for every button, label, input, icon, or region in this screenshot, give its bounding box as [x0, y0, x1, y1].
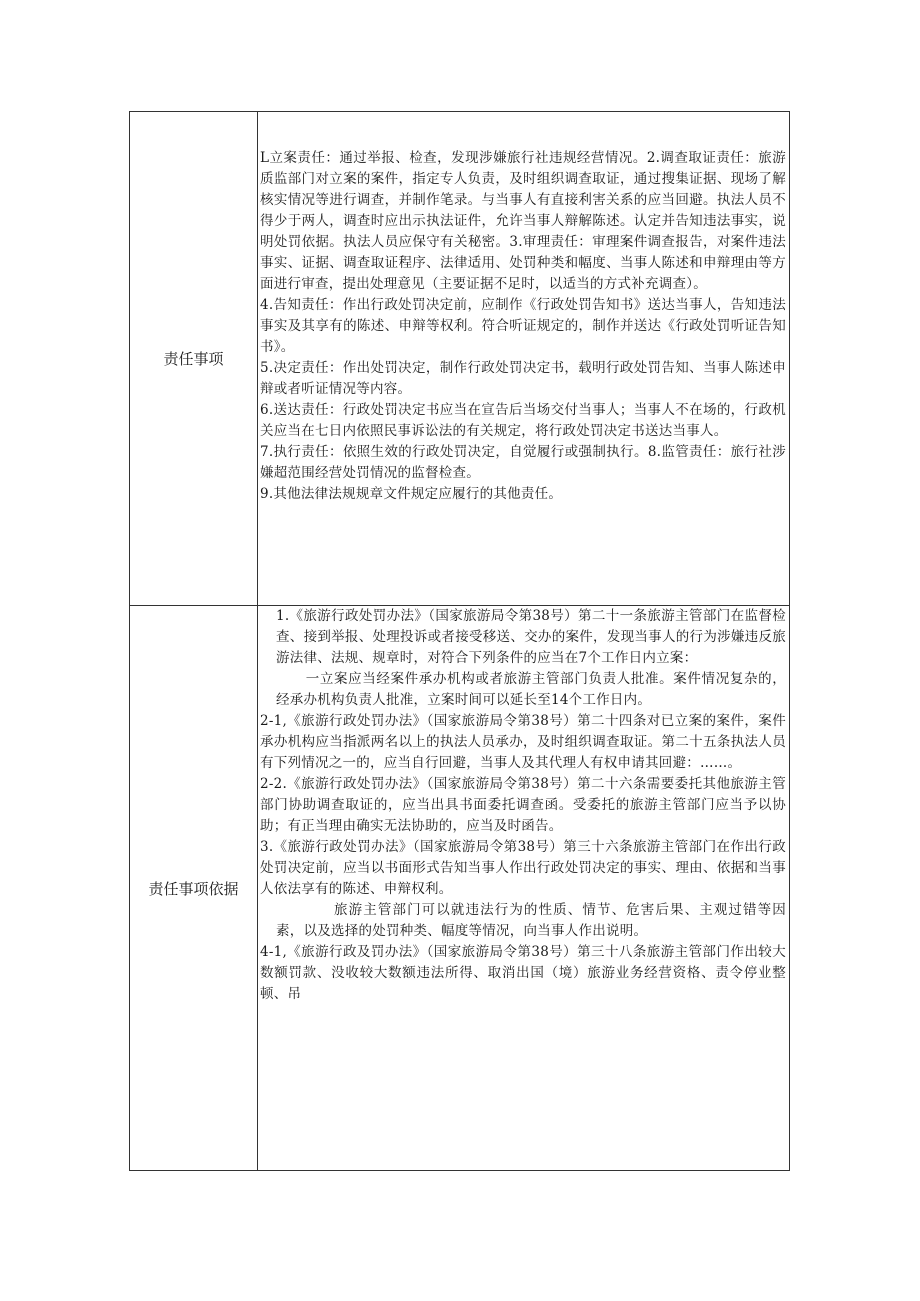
basis-paragraph: 3.《旅游行政处罚办法》（国家旅游局令第38号）第三十六条旅游主管部门在作出行政处罚决定前，应当以书面形式告知当事人作出行政处罚决定的事实、理由、依据和当事人依法享有的陈述、申辩权利。 — [260, 839, 786, 897]
basis-paragraph: 1.《旅游行政处罚办法》（国家旅游局令第38号）第二十一条旅游主管部门在监督检查、接到举报、处理投诉或者接受移送、交办的案件，发现当事人的行为涉嫌违反旅游法律、法规、规章时，对符合下列条件的应当在7个工作日内立案： — [276, 608, 786, 666]
responsibility-paragraph: 9.其他法律法规规章文件规定应履行的其他责任。 — [260, 486, 563, 502]
row-label-responsibilities: 责任事项 — [130, 112, 258, 606]
responsibility-paragraph: 7.执行责任：依照生效的行政处罚决定，自觉履行或强制执行。8.监管责任：旅行社涉嫌超范围经营处罚情况的监督检查。 — [260, 444, 786, 481]
basis-paragraph: 4-1,《旅游行政及罚办法》（国家旅游局令第38号）第三十八条旅游主管部门作出较大数额罚款、没收较大数额违法所得、取消出国（境）旅游业务经营资格、责令停业整顿、吊 — [260, 944, 786, 1002]
basis-paragraph: 2-1,《旅游行政处罚办法》（国家旅游局令第38号）第二十四条对已立案的案件，案件承办机构应当指派两名以上的执法人员承办，及时组织调查取证。第二十五条执法人员有下列情况之一的，应当自行回避，当事人及其代理人有权申请其回避：……。 — [260, 713, 786, 771]
basis-content — [258, 606, 790, 1171]
responsibility-paragraph: 4.告知责任：作出行政处罚决定前，应制作《行政处罚告知书》送达当事人，告知违法事实及其享有的陈述、申辩等权利。符合听证规定的，制作并送达《行政处罚听证告知书》。 — [260, 297, 786, 355]
table-row-responsibilities — [130, 112, 790, 606]
basis-paragraph: 旅游主管部门可以就违法行为的性质、情节、危害后果、主观过错等因素，以及选择的处罚种类、幅度等情况，向当事人作出说明。 — [276, 902, 786, 939]
table-row-basis — [130, 606, 790, 1171]
basis-paragraph: 2-2.《旅游行政处罚办法》（国家旅游局令第38号）第二十六条需要委托其他旅游主管部门协助调查取证的，应当出具书面委托调查函。受委托的旅游主管部门应当予以协助；有正当理由确实无法协助的，应当及时函告。 — [260, 776, 786, 834]
responsibility-table — [129, 111, 790, 1171]
responsibility-paragraph: 6.送达责任：行政处罚决定书应当在宣告后当场交付当事人；当事人不在场的，行政机关应当在七日内依照民事诉讼法的有关规定，将行政处罚决定书送达当事人。 — [260, 402, 786, 439]
basis-paragraph: 一立案应当经案件承办机构或者旅游主管部门负责人批准。案件情况复杂的，经承办机构负责人批准，立案时间可以延长至14个工作日内。 — [276, 671, 786, 708]
row-label-basis: 责任事项依据 — [130, 606, 258, 1171]
responsibility-paragraph: 5.决定责任：作出处罚决定，制作行政处罚决定书，载明行政处罚告知、当事人陈述申辩或者听证情况等内容。 — [260, 360, 786, 397]
responsibilities-content — [258, 112, 790, 606]
responsibility-paragraph: L立案责任：通过举报、检查，发现涉嫌旅行社违规经营情况。2.调查取证责任：旅游质监部门对立案的案件，指定专人负责，及时组织调查取证，通过搜集证据、现场了解核实情况等进行调查，并制作笔录。与当事人有直接利害关系的应当回避。执法人员不得少于两人，调查时应出示执法证件，允许当事人辩解陈述。认定并告知违法事实，说明处罚依据。执法人员应保守有关秘密。3.审理责任：审理案件调查报告，对案件违法事实、证据、调查取证程序、法律适用、处罚种类和幅度、当事人陈述和申辩理由等方面进行审查，提出处理意见（主要证据不足时，以适当的方式补充调查）。 — [260, 150, 786, 292]
